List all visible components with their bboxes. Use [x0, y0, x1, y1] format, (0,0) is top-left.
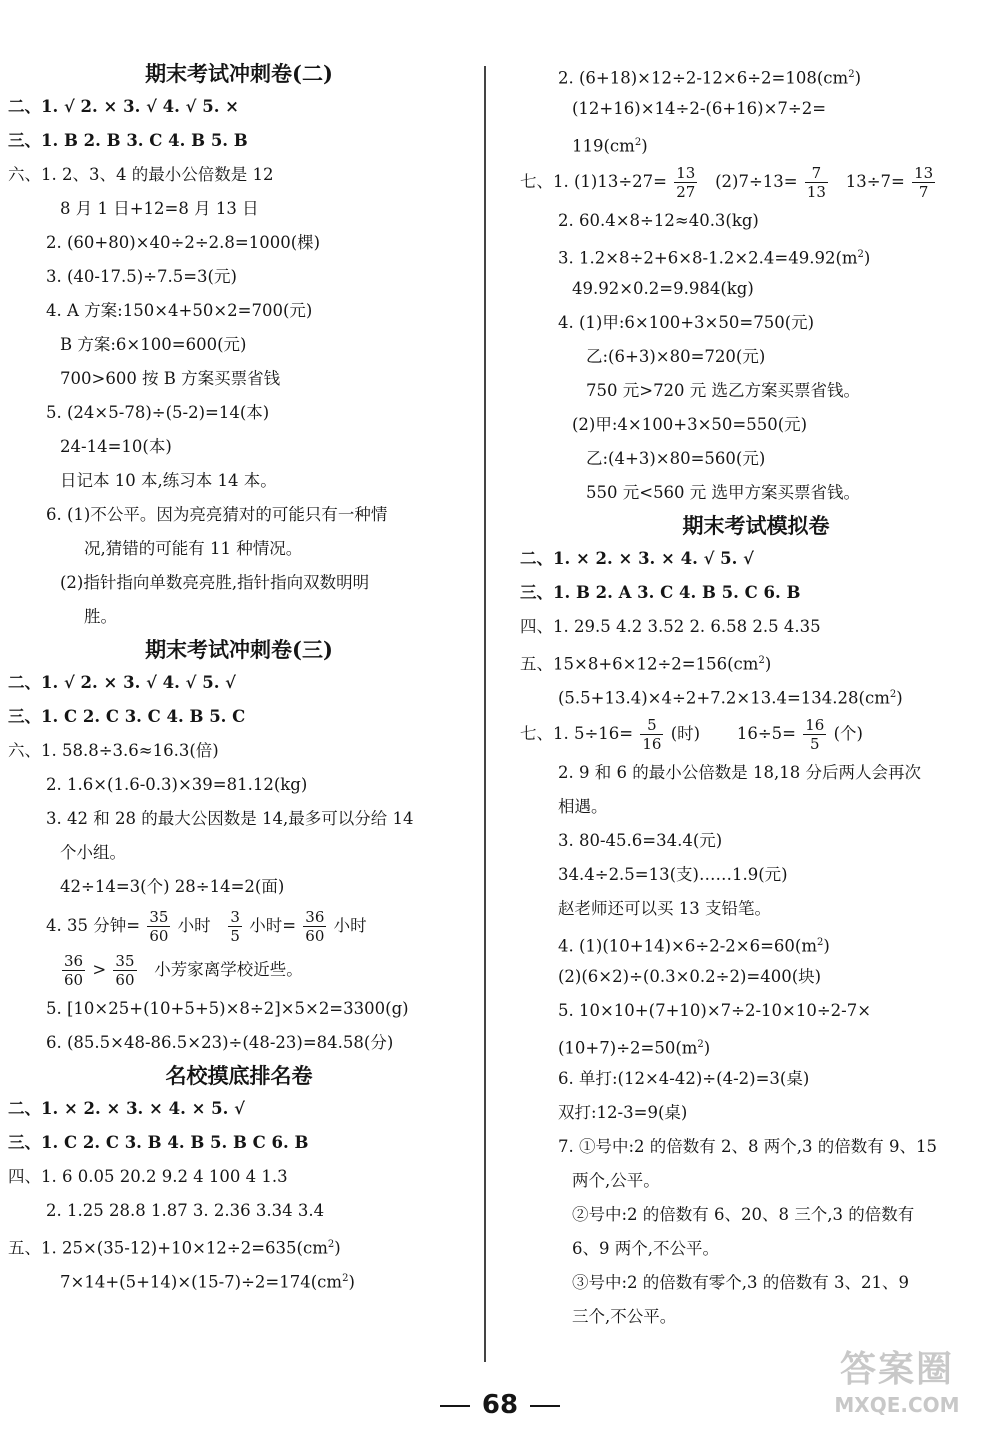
fraction [147, 908, 170, 945]
numerator: 36 [305, 908, 325, 926]
answer-line [520, 238, 992, 272]
watermark-logo [812, 1347, 982, 1425]
answer-line: (2)(6×2)÷(0.3×0.2÷2)=400(块) [558, 967, 822, 986]
answer-line-fractions [520, 712, 992, 756]
answer-line: 二、1. × 2. × 3. × 4. × 5. √ [8, 1099, 245, 1118]
answer-line [520, 58, 992, 92]
section-title-top-school: 名校摸底排名卷 [165, 1063, 313, 1088]
text-segment: 小时 [333, 916, 367, 935]
superscript: 2 [758, 655, 765, 666]
answer-line: (2)指针指向单数亮亮胜,指针指向双数明明 [60, 573, 370, 592]
page-number-dash-right [530, 1405, 560, 1407]
text-segment: ) [896, 688, 903, 708]
answer-line: 6、9 两个,不公平。 [572, 1239, 719, 1258]
right-column [520, 58, 992, 1334]
answer-line-fractions [520, 160, 992, 204]
answer-line [520, 126, 992, 160]
numerator: 16 [805, 716, 825, 734]
answer-line: 三、1. C 2. C 3. B 4. B 5. B C 6. B [8, 1133, 309, 1152]
superscript: 2 [327, 1239, 335, 1250]
answer-line: 三、1. B 2. A 3. C 4. B 5. C 6. B [520, 583, 801, 602]
text-segment: ) [863, 248, 871, 268]
fraction [113, 952, 136, 989]
superscript: 2 [848, 69, 855, 80]
text-segment: > [92, 960, 107, 979]
section-title-mock-3: 期末考试冲刺卷(三) [145, 637, 333, 662]
fraction [912, 164, 935, 201]
page-number-text: 68 [481, 1390, 519, 1420]
answer-line: 2. 1.25 28.8 1.87 3. 2.36 3.34 3.4 [46, 1201, 325, 1220]
answer-line: 二、1. × 2. × 3. × 4. √ 5. √ [520, 549, 754, 568]
text-segment: (时) [670, 724, 701, 743]
text-segment: 4. (1)(10+14)×6÷2-2×6=60(m [558, 936, 817, 956]
answer-line: 3. 80-45.6=34.4(元) [558, 831, 723, 850]
answer-line [520, 926, 992, 960]
numerator: 5 [640, 716, 663, 735]
fraction [805, 164, 828, 201]
fraction [228, 908, 242, 945]
text-segment: ) [764, 654, 772, 674]
text-segment: 七、1. (1)13÷27= [520, 172, 668, 191]
numerator: 35 [115, 952, 135, 970]
text-segment: 119(cm [572, 136, 635, 156]
answer-line: 相遇。 [558, 797, 608, 816]
numerator: 35 [149, 908, 169, 926]
denominator: 60 [305, 927, 325, 945]
text-segment: ) [703, 1038, 711, 1058]
answer-line: 4. A 方案:150×4+50×2=700(元) [46, 301, 313, 320]
answer-line: 三个,不公平。 [572, 1307, 677, 1326]
answer-line: 700>600 按 B 方案买票省钱 [60, 369, 281, 388]
answer-line [520, 644, 992, 678]
answer-line: 6. (85.5×48-86.5×23)÷(48-23)=84.58(分) [46, 1033, 394, 1052]
answer-line: ③号中:2 的倍数有零个,3 的倍数有 3、21、9 [572, 1273, 910, 1292]
text-segment: ) [334, 1238, 341, 1258]
answer-line: 个小组。 [60, 843, 126, 862]
answer-line: 双打:12-3=9(桌) [558, 1103, 688, 1122]
fraction [62, 952, 85, 989]
text-segment: 4. 35 分钟= [46, 916, 141, 935]
answer-line: 乙:(6+3)×80=720(元) [586, 347, 766, 366]
section-title-final-mock: 期末考试模拟卷 [682, 513, 830, 538]
superscript: 2 [857, 249, 864, 260]
answer-line: 34.4÷2.5=13(支)……1.9(元) [558, 865, 788, 884]
answer-line: 6. 单打:(12×4-42)÷(4-2)=3(桌) [558, 1069, 810, 1088]
answer-line: 三、1. B 2. B 3. C 4. B 5. B [8, 131, 248, 150]
numerator: 13 [914, 164, 934, 182]
denominator: 5 [810, 735, 820, 753]
fraction [640, 716, 663, 753]
superscript: 2 [889, 689, 897, 700]
answer-line: 三、1. C 2. C 3. C 4. B 5. C [8, 707, 246, 726]
answer-line: 49.92×0.2=9.984(kg) [572, 279, 754, 298]
denominator: 5 [230, 927, 240, 945]
text-segment: 16÷5= [736, 724, 796, 743]
answer-line: 4. (1)甲:6×100+3×50=750(元) [558, 313, 815, 332]
text-segment: 小时 [177, 916, 211, 935]
answer-line: 8 月 1 日+12=8 月 13 日 [60, 199, 259, 218]
answer-line: 2. 9 和 6 的最小公倍数是 18,18 分后两人会再次 [558, 763, 921, 782]
fraction [803, 716, 826, 753]
denominator: 7 [918, 183, 929, 201]
superscript: 2 [634, 137, 642, 148]
fraction [303, 908, 326, 945]
text-segment: 五、15×8+6×12÷2=156(cm [520, 654, 759, 674]
column-divider [484, 66, 486, 1362]
watermark-url: MXQE.COM [834, 1393, 960, 1417]
denominator: 60 [115, 971, 135, 989]
answer-line: 6. (1)不公平。因为亮亮猜对的可能只有一种情 [46, 505, 388, 524]
answer-line: 42÷14=3(个) 28÷14=2(面) [60, 877, 285, 896]
answer-line: 2. 1.6×(1.6-0.3)×39=81.12(kg) [46, 775, 308, 794]
text-segment: ) [348, 1272, 355, 1292]
numerator: 36 [64, 952, 84, 970]
answer-line [520, 1028, 992, 1062]
watermark-text: 答案圈 [839, 1349, 954, 1390]
answer-line: 3. 42 和 28 的最大公因数是 14,最多可以分给 14 [46, 809, 414, 828]
numerator: 3 [230, 908, 240, 926]
answer-line: 24-14=10(本) [60, 437, 172, 456]
answer-line: 5. 10×10+(7+10)×7÷2-10×10÷2-7× [558, 1001, 872, 1020]
answer-line: 3. (40-17.5)÷7.5=3(元) [46, 267, 237, 286]
answer-line [520, 678, 992, 712]
text-segment: 13÷7= [845, 172, 905, 191]
answer-line: B 方案:6×100=600(元) [60, 335, 247, 354]
answer-line: 四、1. 6 0.05 20.2 9.2 4 100 4 1.3 [8, 1167, 288, 1186]
denominator: 13 [806, 183, 826, 201]
left-column [8, 58, 470, 1296]
superscript: 2 [342, 1273, 349, 1284]
answer-line: 赵老师还可以买 13 支铅笔。 [558, 899, 771, 918]
superscript: 2 [697, 1039, 704, 1050]
answer-line: 况,猜错的可能有 11 种情况。 [84, 539, 303, 558]
answer-line [8, 1228, 470, 1262]
answer-line-fractions [8, 948, 470, 992]
text-segment: (个) [833, 724, 863, 743]
answer-line: 胜。 [84, 607, 117, 626]
denominator: 16 [642, 735, 662, 753]
answer-line: 二、1. √ 2. × 3. √ 4. √ 5. × [8, 97, 240, 116]
answer-line: 六、1. 58.8÷3.6≈16.3(倍) [8, 741, 219, 760]
text-segment: 小时= [249, 916, 297, 935]
text-segment: ) [823, 936, 830, 956]
section-title-mock-2: 期末考试冲刺卷(二) [145, 61, 333, 86]
answer-line: 二、1. √ 2. × 3. √ 4. √ 5. √ [8, 673, 237, 692]
text-segment: 小芳家离学校近些。 [154, 960, 303, 979]
answer-line: 两个,公平。 [572, 1171, 660, 1190]
text-segment: 七、1. 5÷16= [520, 724, 634, 743]
text-segment: ) [641, 136, 648, 156]
text-segment: (5.5+13.4)×4÷2+7.2×13.4=134.28(cm [558, 688, 890, 708]
answer-line [8, 1262, 470, 1296]
text-segment: (2)7÷13= [715, 172, 798, 191]
answer-line: 5. (24×5-78)÷(5-2)=14(本) [46, 403, 270, 422]
answer-line: 日记本 10 本,练习本 14 本。 [60, 471, 277, 490]
answer-line: ②号中:2 的倍数有 6、20、8 三个,3 的倍数有 [572, 1205, 915, 1224]
fraction [674, 164, 697, 201]
superscript: 2 [817, 937, 824, 948]
answer-line: (12+16)×14÷2-(6+16)×7÷2= [572, 99, 827, 118]
denominator: 60 [149, 927, 169, 945]
answer-line: 2. 60.4×8÷12≈40.3(kg) [558, 211, 759, 230]
answer-line: 乙:(4+3)×80=560(元) [586, 449, 766, 468]
page-number-dash-left [440, 1405, 470, 1407]
numerator: 7 [805, 164, 828, 183]
answer-line-fractions [8, 904, 470, 948]
numerator: 13 [676, 164, 696, 182]
answer-line: 750 元>720 元 选乙方案买票省钱。 [586, 381, 861, 400]
text-segment: 3. 1.2×8÷2+6×8-1.2×2.4=49.92(m [558, 248, 858, 268]
answer-line: (2)甲:4×100+3×50=550(元) [572, 415, 808, 434]
text-segment: 2. (6+18)×12÷2-12×6÷2=108(cm [558, 68, 849, 88]
answer-line: 2. (60+80)×40÷2÷2.8=1000(棵) [46, 233, 321, 252]
text-segment: 7×14+(5+14)×(15-7)÷2=174(cm [60, 1272, 343, 1292]
text-segment: ) [854, 68, 861, 88]
denominator: 27 [676, 183, 696, 201]
answer-line: 5. [10×25+(10+5+5)×8÷2]×5×2=3300(g) [46, 999, 409, 1018]
text-segment: (10+7)÷2=50(m [558, 1038, 698, 1058]
denominator: 60 [64, 971, 84, 989]
answer-line: 六、1. 2、3、4 的最小公倍数是 12 [8, 165, 274, 184]
answer-line: 7. ①号中:2 的倍数有 2、8 两个,3 的倍数有 9、15 [558, 1137, 938, 1156]
answer-line: 550 元<560 元 选甲方案买票省钱。 [586, 483, 861, 502]
answer-line: 四、1. 29.5 4.2 3.52 2. 6.58 2.5 4.35 [520, 617, 821, 636]
text-segment: 五、1. 25×(35-12)+10×12÷2=635(cm [8, 1238, 328, 1258]
